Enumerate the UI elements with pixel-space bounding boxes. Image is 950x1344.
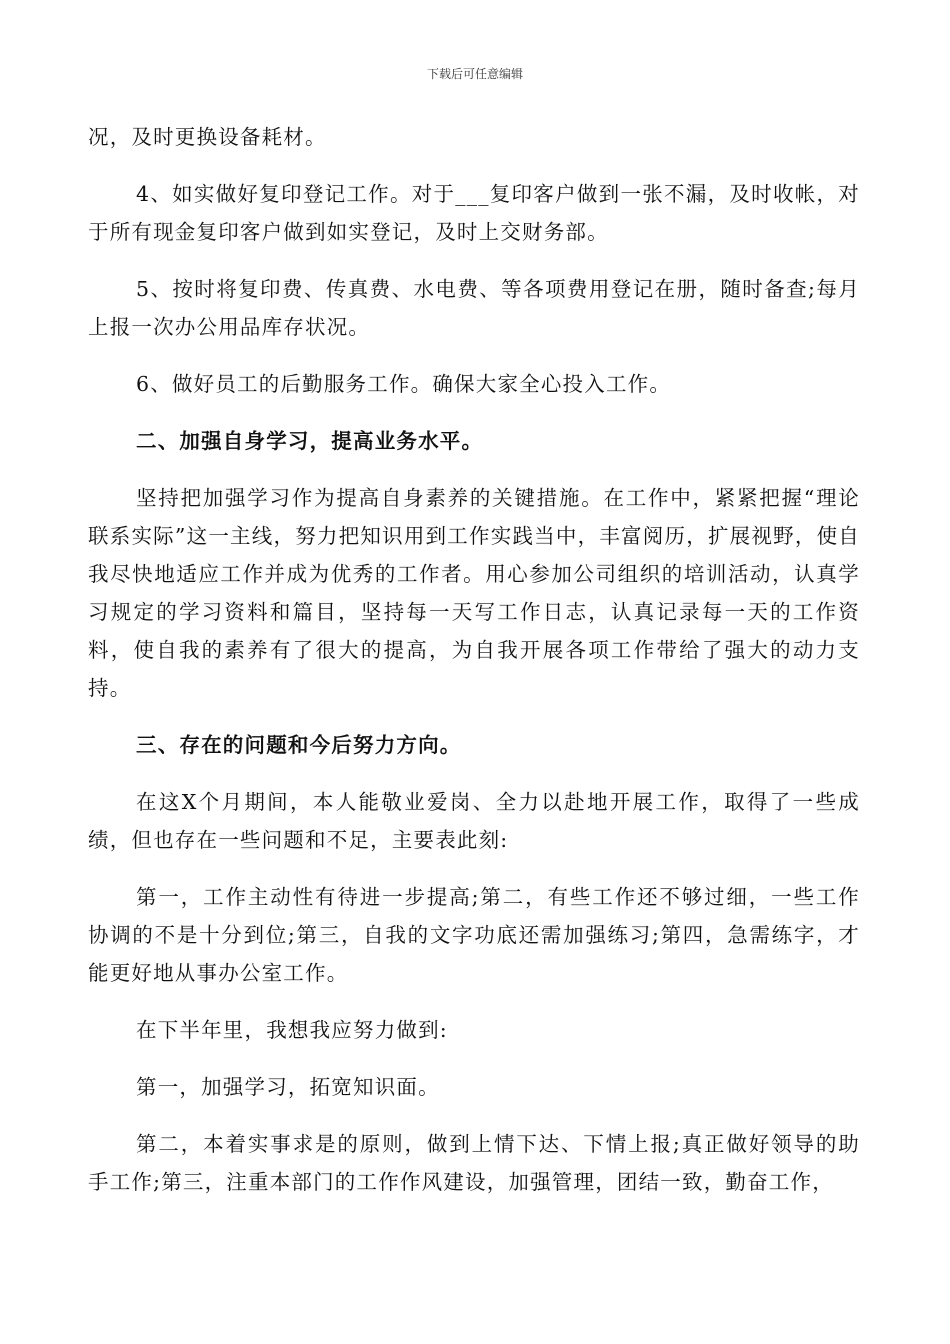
paragraph-item-4: 4、如实做好复印登记工作。对于___复印客户做到一张不漏，及时收帐，对于所有现金复印客户做到如实登记，及时上交财务部。 <box>88 182 860 244</box>
paragraph-problems-list: 第一，工作主动性有待进一步提高;第二，有些工作还不够过细，一些工作协调的不是十分到位;第三，自我的文字功底还需加强练习;第四，急需练字，才能更好地从事办公室工作。 <box>88 885 860 985</box>
paragraph-item-5: 5、按时将复印费、传真费、水电费、等各项费用登记在册，随时备查;每月上报一次办公用品库存状况。 <box>88 277 860 339</box>
paragraph-problems-intro: 在这X个月期间，本人能敬业爱岗、全力以赴地开展工作，取得了一些成绩，但也存在一些问题和不足，主要表此刻: <box>88 790 860 852</box>
paragraph-plan-intro: 在下半年里，我想我应努力做到: <box>136 1018 448 1042</box>
section-heading-3: 三、存在的问题和今后努力方向。 <box>136 733 462 757</box>
page-header: 下载后可任意编辑 <box>426 67 523 81</box>
paragraph-continuation: 况，及时更换设备耗材。 <box>88 125 327 149</box>
section-heading-2: 二、加强自身学习，提高业务水平。 <box>136 429 484 453</box>
paragraph-learning: 坚持把加强学习作为提高自身素养的关键措施。在工作中，紧紧把握“理论联系实际”这一主线，努力把知识用到工作实践当中，丰富阅历，扩展视野，使自我尽快地适应工作并成为优秀的工作者。用心参加公司组织的培训活动，认真学习规定的学习资料和篇目，坚持每一天写工作日志，认真记录每一天的工作资料，使自我的素养有了很大的提高，为自我开展各项工作带给了强大的动力支持。 <box>88 486 860 700</box>
paragraph-plan-first: 第一，加强学习，拓宽知识面。 <box>136 1075 440 1099</box>
paragraph-item-6: 6、做好员工的后勤服务工作。确保大家全心投入工作。 <box>136 372 672 396</box>
document-body <box>88 118 860 1220</box>
paragraph-plan-second: 第二，本着实事求是的原则，做到上情下达、下情上报;真正做好领导的助手工作;第三，注重本部门的工作作风建设，加强管理，团结一致，勤奋工作， <box>88 1132 860 1194</box>
